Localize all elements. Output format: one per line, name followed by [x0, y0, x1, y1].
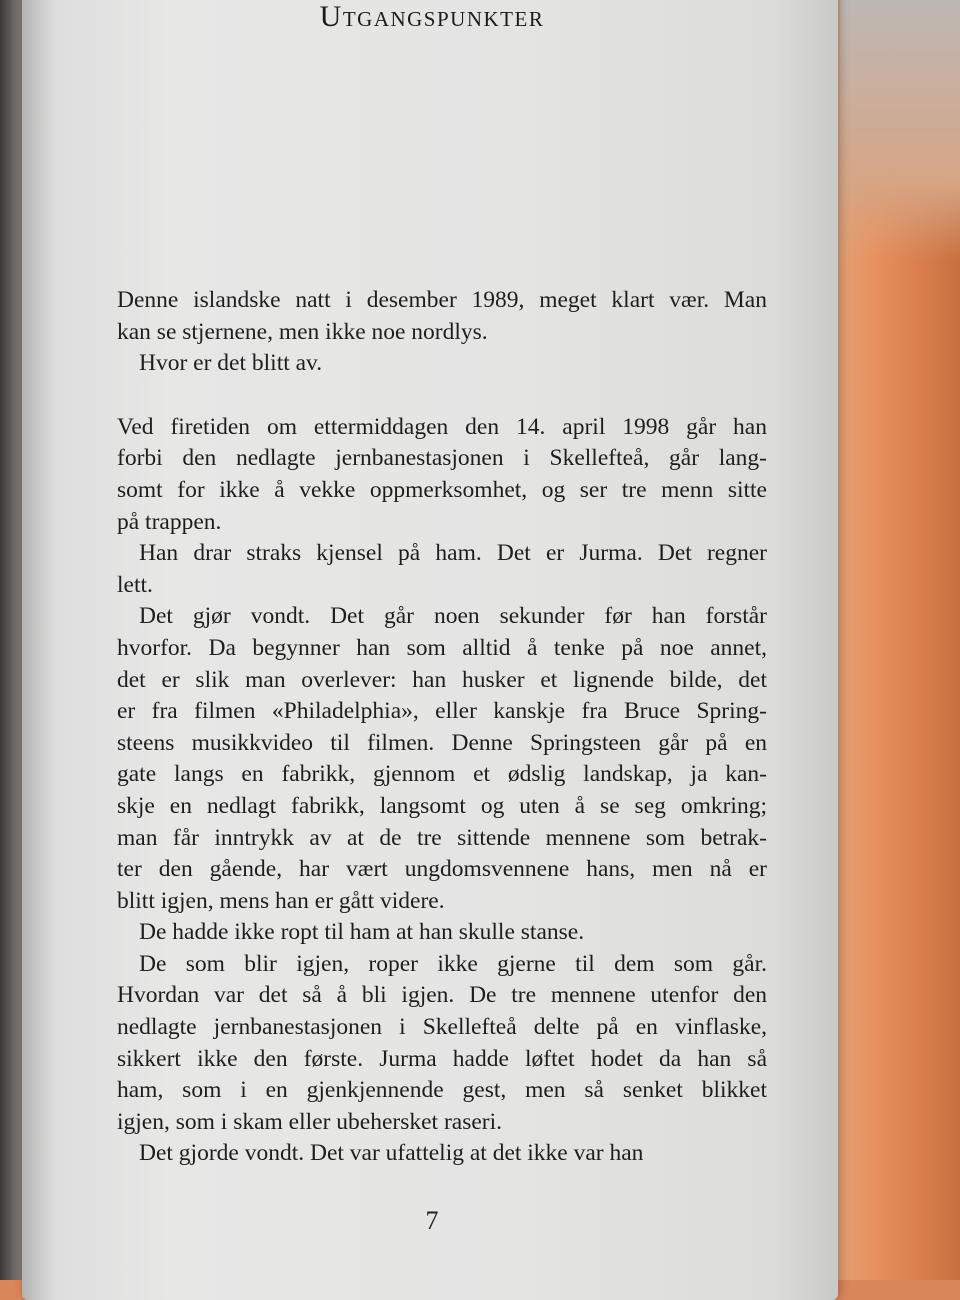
- text-line: sikkert ikke den første. Jurma hadde løftet hodet da han så: [117, 1045, 767, 1072]
- running-header: Utgangspunkter: [319, 0, 545, 33]
- text-line: man får inntrykk av at de tre sittende mennene som betrak-: [117, 824, 767, 851]
- paragraph: [117, 917, 767, 949]
- text-line: gate langs en fabrikk, gjennom et ødslig landskap, ja kan-: [117, 761, 767, 788]
- text-line: er fra filmen «Philadelphia», eller kanskje fra Bruce Spring-: [117, 698, 767, 725]
- page-number: 7: [425, 1206, 439, 1235]
- text-line: steens musikkvideo til filmen. Denne Springsteen går på en: [117, 729, 767, 756]
- text-line: De hadde ikke ropt til ham at han skulle stanse.: [139, 919, 585, 946]
- paragraph: [117, 949, 767, 1139]
- text-line: Denne islandske natt i desember 1989, meget klart vær. Man: [117, 287, 767, 313]
- paragraph: [117, 601, 767, 917]
- text-line: kan se stjernene, men ikke noe nordlys.: [117, 318, 488, 345]
- text-line: Det gjorde vondt. Det var ufattelig at det ikke var han: [139, 1140, 644, 1167]
- body-text: [117, 285, 767, 1170]
- text-line: nedlagte jernbanestasjonen i Skellefteå delte på en vinflaske,: [117, 1014, 767, 1041]
- text-line: Det gjør vondt. Det går noen sekunder før han forstår: [139, 603, 767, 630]
- text-line: hvorfor. Da begynner han som alltid å tenke på noe annet,: [117, 634, 767, 661]
- text-line: forbi den nedlagte jernbanestasjonen i Skellefteå, går lang-: [117, 445, 767, 472]
- paragraph-gap: [117, 380, 767, 412]
- text-line: blitt igjen, mens han er gått videre.: [117, 887, 445, 914]
- text-line: på trappen.: [117, 508, 222, 535]
- text-line: det er slik man overlever: han husker et lignende bilde, det: [117, 666, 767, 693]
- paragraph: [117, 1138, 767, 1170]
- book-page: [22, 0, 838, 1300]
- background-shadow: [840, 0, 960, 260]
- text-line: igjen, som i skam eller ubehersket raseri.: [117, 1108, 503, 1135]
- paragraph: [117, 348, 767, 380]
- text-line: ham, som i en gjenkjennende gest, men så senket blikket: [117, 1077, 767, 1104]
- paragraph: [117, 285, 767, 348]
- paragraph: [117, 412, 767, 538]
- text-line: ter den gående, har vært ungdomsvennene hans, men nå er: [117, 856, 767, 883]
- text-line: skje en nedlagt fabrikk, langsomt og uten å se seg omkring;: [117, 792, 767, 819]
- paragraph: [117, 538, 767, 601]
- text-line: Han drar straks kjensel på ham. Det er Jurma. Det regner: [139, 540, 767, 567]
- text-line: Ved firetiden om ettermiddagen den 14. april 1998 går han: [117, 413, 767, 440]
- text-line: lett.: [117, 571, 153, 598]
- text-line: Hvor er det blitt av.: [139, 350, 323, 377]
- text-line: De som blir igjen, roper ikke gjerne til dem som går.: [139, 950, 767, 977]
- text-line: somt for ikke å vekke oppmerksomhet, og ser tre menn sitte: [117, 476, 767, 503]
- text-line: Hvordan var det så å bli igjen. De tre mennene utenfor den: [117, 982, 767, 1009]
